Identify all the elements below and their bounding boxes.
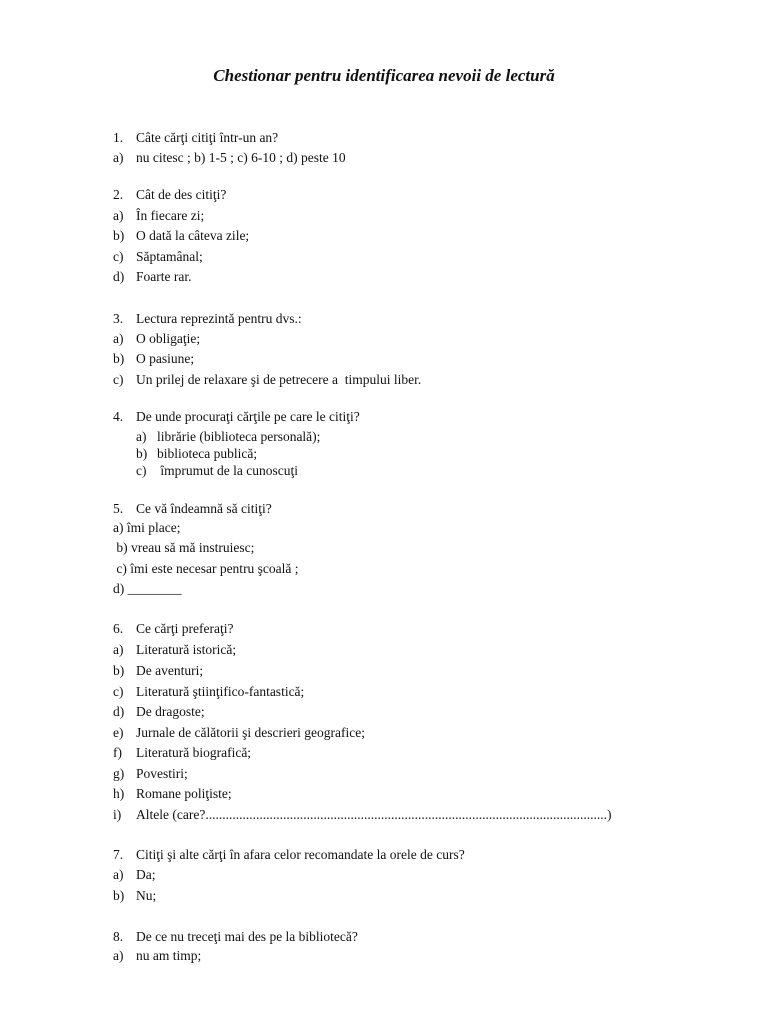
question-6-option-c-marker: c) (113, 684, 124, 699)
question-1-number: 1. (113, 130, 124, 145)
question-6-option-f: Literatură biografică; (136, 745, 252, 760)
question-1-option-marker: a) (113, 150, 124, 165)
question-6-option-b: De aventuri; (136, 663, 204, 678)
question-4-text: De unde procuraţi cărţile pe care le citiţi? (136, 409, 360, 424)
question-6-option-e-marker: e) (113, 725, 124, 740)
question-5-number: 5. (113, 501, 124, 516)
question-6-option-a-marker: a) (113, 642, 124, 657)
question-4-option-b-marker: b) (136, 446, 148, 461)
question-2-option-d: Foarte rar. (136, 269, 192, 284)
question-5-option-b: b) vreau să mă instruiesc; (113, 540, 255, 555)
question-1-options: nu citesc ; b) 1-5 ; c) 6-10 ; d) peste 10 (136, 150, 346, 165)
question-6-number: 6. (113, 621, 124, 636)
question-2-option-c: Săptamânal; (136, 249, 203, 264)
question-7-option-b: Nu; (136, 888, 157, 903)
question-4-option-a-marker: a) (136, 429, 147, 444)
question-5-option-c: c) îmi este necesar pentru şcoală ; (113, 561, 299, 576)
question-6-option-b-marker: b) (113, 663, 125, 678)
question-7-text: Citiţi şi alte cărţi în afara celor recomandate la orele de curs? (136, 847, 465, 862)
question-3-option-c: Un prilej de relaxare şi de petrecere a timpului liber. (136, 372, 422, 387)
question-6-option-d: De dragoste; (136, 704, 205, 719)
question-2-option-b-marker: b) (113, 228, 125, 243)
question-2-text: Cât de des citiţi? (136, 187, 227, 202)
question-4-option-c-marker: c) (136, 463, 147, 478)
question-6-option-i-marker: i) (113, 807, 122, 822)
question-6-text: Ce cărţi preferaţi? (136, 621, 234, 636)
question-6-option-g-marker: g) (113, 766, 125, 781)
question-6-option-d-marker: d) (113, 704, 125, 719)
question-7-number: 7. (113, 847, 124, 862)
question-2-number: 2. (113, 187, 124, 202)
question-6-option-h: Romane poliţiste; (136, 786, 232, 801)
question-4-number: 4. (113, 409, 124, 424)
question-6-option-e: Jurnale de călătorii şi descrieri geografice; (136, 725, 366, 740)
document-title: Chestionar pentru identificarea nevoii de lectură (213, 66, 555, 85)
question-6-option-g: Povestiri; (136, 766, 188, 781)
question-6-option-h-marker: h) (113, 786, 125, 801)
question-6-option-i: Altele (care?.......................................................................................................................) (136, 807, 612, 822)
question-7-option-b-marker: b) (113, 888, 125, 903)
question-5-text: Ce vă îndeamnă să citiţi? (136, 501, 272, 516)
question-2-option-b: O dată la câteva zile; (136, 228, 250, 243)
question-8-option-a-marker: a) (113, 948, 124, 963)
question-2-option-d-marker: d) (113, 269, 125, 284)
question-6-option-c: Literatură ştiinţifico-fantastică; (136, 684, 305, 699)
question-3-option-c-marker: c) (113, 372, 124, 387)
question-7-option-a-marker: a) (113, 867, 124, 882)
question-3-text: Lectura reprezintă pentru dvs.: (136, 311, 302, 326)
question-1-text: Câte cărţi citiţi într-un an? (136, 130, 279, 145)
question-2-option-c-marker: c) (113, 249, 124, 264)
question-7-option-a: Da; (136, 867, 156, 882)
question-2-option-a: În fiecare zi; (136, 208, 205, 223)
question-4-option-b: biblioteca publică; (157, 446, 258, 461)
question-3-option-a: O obligaţie; (136, 331, 201, 346)
question-2-option-a-marker: a) (113, 208, 124, 223)
question-3-option-b: O pasiune; (136, 351, 195, 366)
question-8-number: 8. (113, 929, 124, 944)
question-3-number: 3. (113, 311, 124, 326)
question-6-option-a: Literatură istorică; (136, 642, 237, 657)
question-3-option-a-marker: a) (113, 331, 124, 346)
question-4-option-c: împrumut de la cunoscuţi (157, 463, 298, 478)
question-8-text: De ce nu treceţi mai des pe la bibliotecă? (136, 929, 358, 944)
question-6-option-f-marker: f) (113, 745, 122, 760)
question-3-option-b-marker: b) (113, 351, 125, 366)
question-5-option-a: a) îmi place; (113, 520, 181, 535)
question-4-option-a: librărie (biblioteca personală); (157, 429, 321, 444)
question-8-option-a: nu am timp; (136, 948, 202, 963)
question-5-option-d: d) ________ (113, 581, 182, 596)
